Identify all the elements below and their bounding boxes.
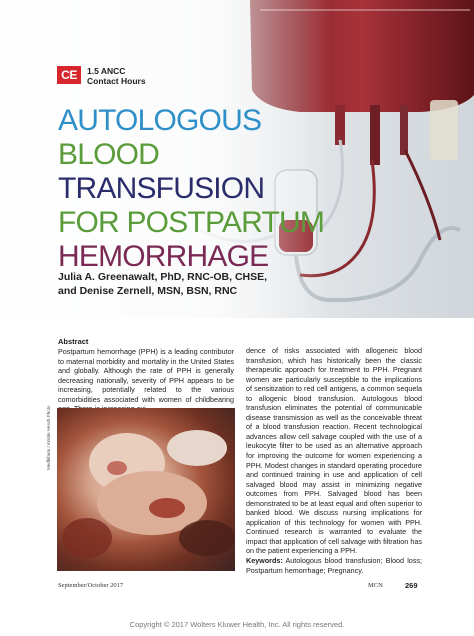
abstract-right-column: [246, 346, 422, 575]
title-line-4: HEMORRHAGE: [58, 240, 269, 273]
title-line-2-part-b: TRANSFUSION: [58, 172, 265, 205]
keywords-label: Keywords:: [246, 556, 283, 566]
keywords: [246, 556, 422, 575]
photo-credit: Medhifarm / Kristin Hesch Photo: [46, 405, 51, 470]
copyright-notice: Copyright © 2017 Wolters Kluwer Health, Inc. All rights reserved.: [129, 620, 345, 629]
author-line-1: Julia A. Greenawalt, PhD, RNC-OB, CHSE,: [58, 271, 268, 283]
abstract-heading: Abstract: [58, 337, 89, 346]
title-line-3: FOR POSTPARTUM: [58, 206, 325, 239]
contact-hours: [87, 66, 146, 86]
keywords-text: Autologous blood transfusion; Blood loss; Postpartum hemorrhage; Pregnancy.: [246, 556, 422, 575]
title-line-2: [58, 138, 368, 206]
abstract-left-column: [58, 337, 234, 414]
article-title: [58, 104, 368, 274]
author-list: [58, 270, 338, 298]
ce-badge: CE: [57, 66, 81, 84]
newborn-photo: [57, 408, 235, 571]
author-line-2: and Denise Zernell, MSN, BSN, RNC: [58, 285, 238, 297]
issue-date: September/October 2017: [58, 582, 124, 589]
abstract-text-right: [246, 346, 422, 556]
ancc-hours: 1.5 ANCC: [87, 66, 126, 76]
title-line-1: AUTOLOGOUS: [58, 104, 262, 137]
contact-hours-label: Contact Hours: [87, 76, 146, 86]
abstract-text-left: Postpartum hemorrhage (PPH) is a leading contributor to maternal morbidity and mortality in the United States and globally. Although the rate of PPH is generally decreasing nationally, severity of PPH appears to be increasing, potentially related to the various comorbidities associated with women of childbearing: [58, 347, 234, 404]
page-number: 269: [405, 581, 418, 590]
title-line-2-part-a: BLOOD: [58, 138, 160, 171]
journal-name: MCN: [368, 582, 383, 589]
newborn-photo-illustration: [57, 408, 235, 571]
abstract-text-right-body: dence of risks associated with allogeneic blood transfusion, which has historically been the classic therapeutic approach for treatment to PPH. Pregnant women are particularly susceptible to the implications of sensitization to red cell antigens, a common sequela to allogenic blood transfusion. Autologous blood transfusion eliminates the potential of communicable disease transmission as well as the conceivable threat of a blood transfusion reaction. Recent technological advances allow cell salvage coupled with the use of a leukocyte filter to be used as an alternative approach for improving the outcome for women experiencing a PPH. Modest changes in standard operating procedure and continued training in use and application of cell salvaged blood may assist in minimizing negative outcomes from PPH. Salvaged blood has been demonstrated to be at least equal and often superior to banked blood. We discuss nursing implications for application of this technology for women with PPH. Continued research is warranted to evaluate the impact that application of cell salvage with filtration has on the patient experiencing a PPH.: [246, 346, 422, 556]
